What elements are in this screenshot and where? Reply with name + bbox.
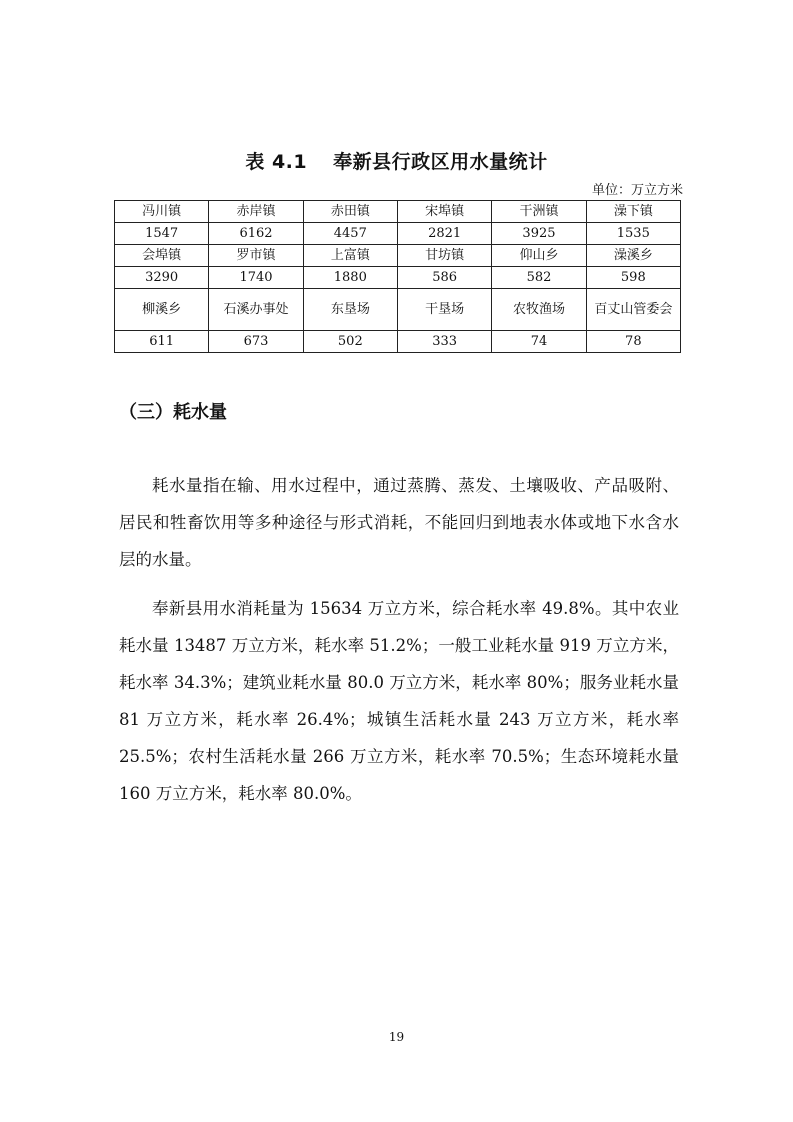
table-cell: 611: [115, 331, 209, 353]
table-cell: 罗市镇: [209, 245, 303, 267]
table-cell: 582: [492, 267, 586, 289]
section-heading: （三）耗水量: [119, 402, 227, 423]
table-cell: 3925: [492, 223, 586, 245]
table-cell: 干垦场: [397, 289, 491, 331]
table-cell: 1880: [303, 267, 397, 289]
table-row: [115, 331, 681, 353]
table-cell: 333: [397, 331, 491, 353]
table-cell: 1535: [586, 223, 680, 245]
table-cell: 柳溪乡: [115, 289, 209, 331]
table-cell: 赤岸镇: [209, 201, 303, 223]
table-cell: 澡下镇: [586, 201, 680, 223]
table-cell: 74: [492, 331, 586, 353]
table-cell: 仰山乡: [492, 245, 586, 267]
table-row: [115, 201, 681, 223]
water-use-table: [114, 200, 681, 353]
table-row: [115, 289, 681, 331]
paragraph-statistics: 奉新县用水消耗量为 15634 万立方米，综合耗水率 49.8%。其中农业耗水量 13487 万立方米，耗水率 51.2%；一般工业耗水量 919 万立方米，耗水率 34.3%；建筑业耗水量 80.0 万立方米，耗水率 80%；服务业耗水量 81 万立方米，耗水率 26.4%；城镇生活耗水量 243 万立方米，耗水率 25.5%；农村生活耗水量 266 万立方米，耗水率 70.5%；生态环境耗水量 160 万立方米，耗水率 80.0%。: [119, 598, 679, 803]
table-row: [115, 267, 681, 289]
table-cell: 冯川镇: [115, 201, 209, 223]
table-cell: 2821: [397, 223, 491, 245]
table-cell: 东垦场: [303, 289, 397, 331]
table-cell: 3290: [115, 267, 209, 289]
table-cell: 598: [586, 267, 680, 289]
table-cell: 78: [586, 331, 680, 353]
table-cell: 上富镇: [303, 245, 397, 267]
table-number: 表 4.1: [245, 151, 308, 173]
table-cell: 农牧渔场: [492, 289, 586, 331]
paragraph-definition: 耗水量指在输、用水过程中，通过蒸腾、蒸发、土壤吸收、产品吸附、居民和牲畜饮用等多种途径与形式消耗，不能回归到地表水体或地下水含水层的水量。: [119, 475, 679, 569]
table-cell: 百丈山管委会: [586, 289, 680, 331]
unit-label: 单位：万立方米: [591, 183, 683, 198]
page-number: 19: [388, 1030, 405, 1044]
table-cell: 673: [209, 331, 303, 353]
table-cell: 会埠镇: [115, 245, 209, 267]
table-cell: 宋埠镇: [397, 201, 491, 223]
table-cell: 石溪办事处: [209, 289, 303, 331]
table-cell: 586: [397, 267, 491, 289]
table-cell: 干洲镇: [492, 201, 586, 223]
table-cell: 1740: [209, 267, 303, 289]
table-cell: 赤田镇: [303, 201, 397, 223]
table-title-text: 奉新县行政区用水量统计: [333, 151, 548, 173]
table-cell: 6162: [209, 223, 303, 245]
table-cell: 澡溪乡: [586, 245, 680, 267]
table-cell: 4457: [303, 223, 397, 245]
table-title: [0, 147, 793, 174]
table-row: [115, 223, 681, 245]
table-row: [115, 245, 681, 267]
table-cell: 甘坊镇: [397, 245, 491, 267]
table-cell: 502: [303, 331, 397, 353]
table-cell: 1547: [115, 223, 209, 245]
